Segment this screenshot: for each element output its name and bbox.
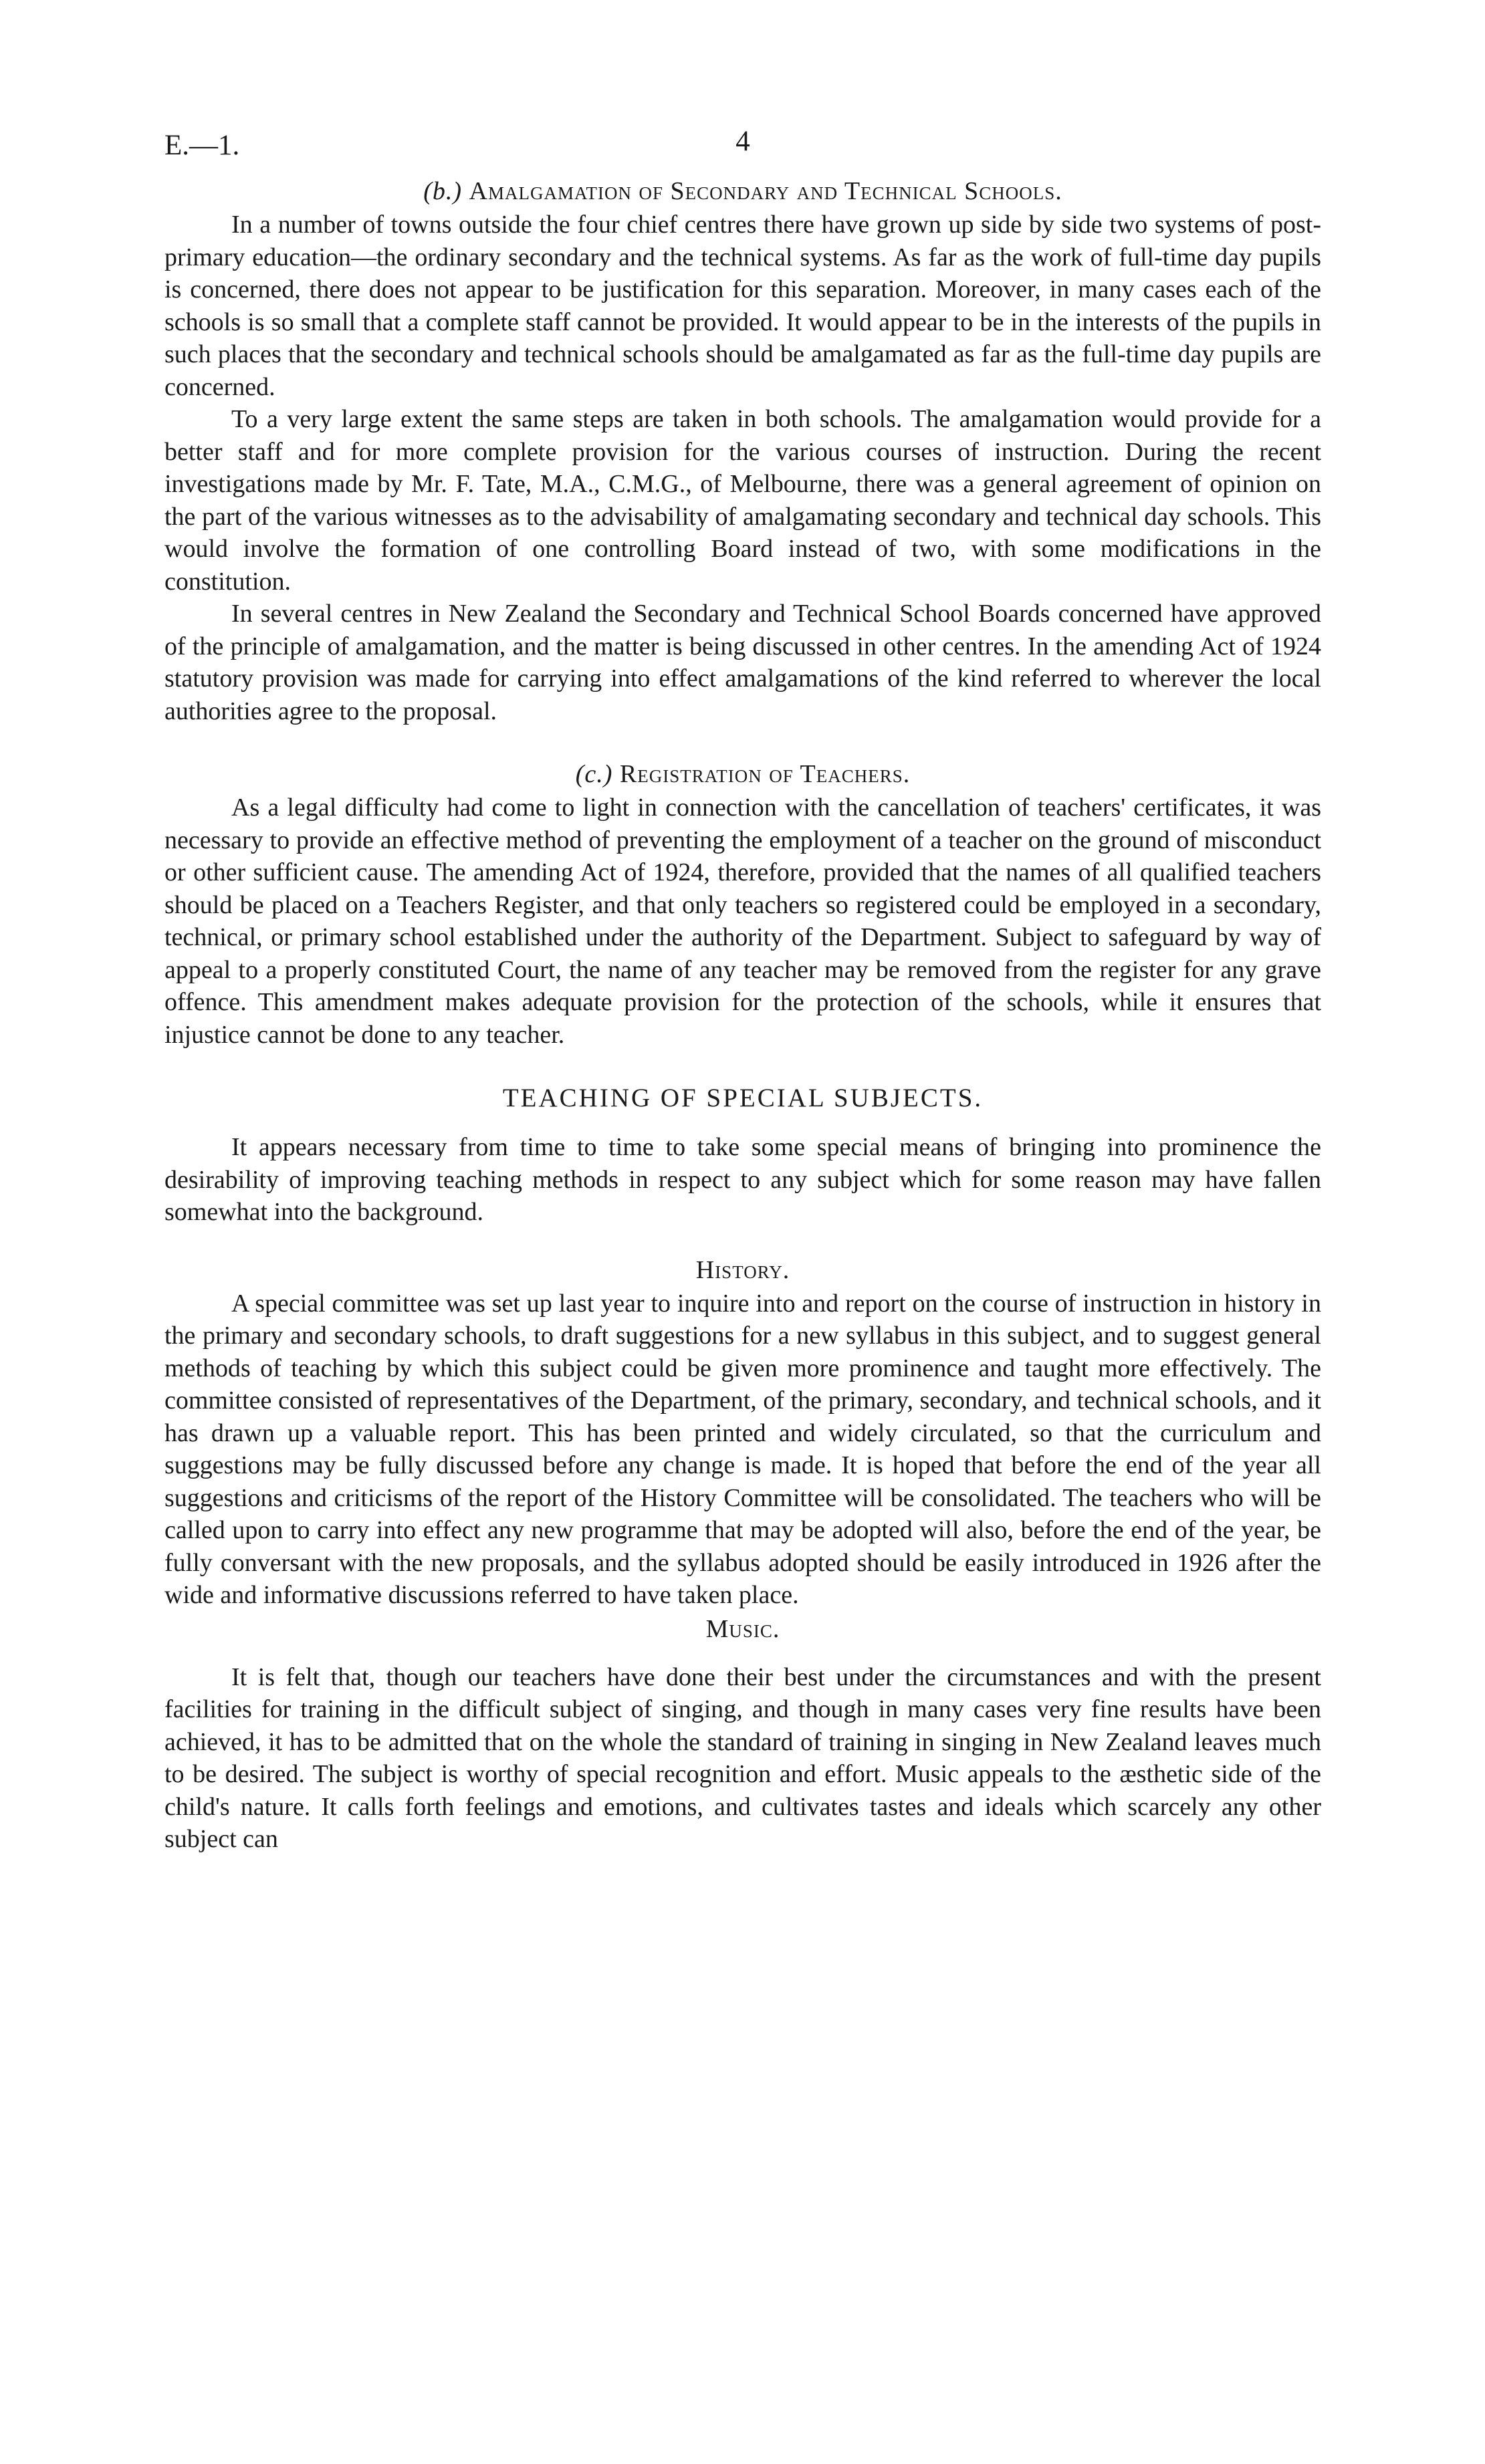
section-heading-registration xyxy=(164,757,1321,791)
subheading-music: Music. xyxy=(705,1614,780,1643)
section-letter: (c.) xyxy=(575,760,613,788)
paragraph: To a very large extent the same steps are taken in both schools. The amalgamation would provide for a better staff and for more complete provision for the various courses of instruction. During the recent investigations made by Mr. F. Tate, M.A., C.M.G., of Melbourne, there was a general agreement of opinion on the part of the various witnesses as to the advisability of amalgamating secondary and technical day schools. This would involve the formation of one controlling Board instead of two, with some modifications in the constitution. xyxy=(164,405,1321,596)
series-number: E.—1. xyxy=(164,130,240,161)
paragraph: A special committee was set up last year to inquire into and report on the course of instruction in history in the primary and secondary schools, to draft suggestions for a new syllabus in this subject, and to suggest general methods of teaching by which this subject could be given more prominence and taught more effectively. The committee consisted of representatives of the Department, of the primary, secondary, and technical schools, and it has drawn up a valuable report. This has been printed and widely circulated, so that the curriculum and suggestions may be fully discussed before any change is made. It is hoped that before the end of the year all suggestions and criticisms of the report of the History Committee will be consolidated. The teachers who will be called upon to carry into effect any new programme that may be adopted will also, before the end of the year, be fully conversant with the new proposals, and the syllabus adopted should be easily introduced in 1926 after the wide and informative discussions referred to have taken place. xyxy=(164,1289,1321,1609)
paragraph: In a number of towns outside the four chief centres there have grown up side by side two systems of post-primary education—the ordinary secondary and the technical systems. As far as the work of full-time day pupils is concerned, there does not appear to be justification for this separation. Moreover, in many cases each of the schools is so small that a complete staff cannot be provided. It would appear to be in the interests of the pupils in such places that the secondary and technical schools should be amalgamated as far as the full-time day pupils are concerned. xyxy=(164,211,1321,401)
document-page xyxy=(164,127,1321,1856)
page-number: 4 xyxy=(735,126,750,157)
running-header xyxy=(164,127,1321,174)
paragraph: It is felt that, though our teachers have done their best under the circumstances and with the present facilities for training in the difficult subject of singing, and though in many cases very fine results have been achieved, it has to be admitted that on the whole the standard of training in singing in New Zealand leaves much to be desired. The subject is worthy of special recognition and effort. Music appeals to the æsthetic side of the child's nature. It calls forth feelings and emotions, and cultivates tastes and ideals which scarcely any other subject can xyxy=(164,1662,1321,1853)
section-heading-amalgamation xyxy=(164,174,1321,209)
paragraph: It appears necessary from time to time to take some special means of bringing into prominence the desirability of improving teaching methods in respect to any subject which for some reason may have fallen somewhat into the background. xyxy=(164,1133,1321,1226)
paragraph: As a legal difficulty had come to light in connection with the cancellation of teachers' certificates, it was necessary to provide an effective method of preventing the employment of a teacher on the ground of misconduct or other sufficient cause. The amending Act of 1924, therefore, provided that the names of all qualified teachers should be placed on a Teachers Register, and that only teachers so registered could be employed in a secondary, technical, or primary school established under the authority of the Department. Subject to safeguard by way of appeal to a properly constituted Court, the name of any teacher may be removed from the register for any grave offence. This amendment makes adequate provision for the protection of the schools, while it ensures that injustice cannot be done to any teacher. xyxy=(164,793,1321,1049)
subheading-history: History. xyxy=(695,1255,790,1284)
main-heading-special-subjects: TEACHING OF SPECIAL SUBJECTS. xyxy=(502,1084,984,1112)
paragraph: In several centres in New Zealand the Secondary and Technical School Boards concerned have approved of the principle of amalgamation, and the matter is being discussed in other centres. In the amending Act of 1924 statutory provision was made for carrying into effect amalgamations of the kind referred to wherever the local authorities agree to the proposal. xyxy=(164,600,1321,725)
section-title-text: Amalgamation of Secondary and Technical Schools. xyxy=(469,177,1062,205)
section-letter: (b.) xyxy=(423,177,463,205)
section-title-text: Registration of Teachers. xyxy=(619,760,911,788)
